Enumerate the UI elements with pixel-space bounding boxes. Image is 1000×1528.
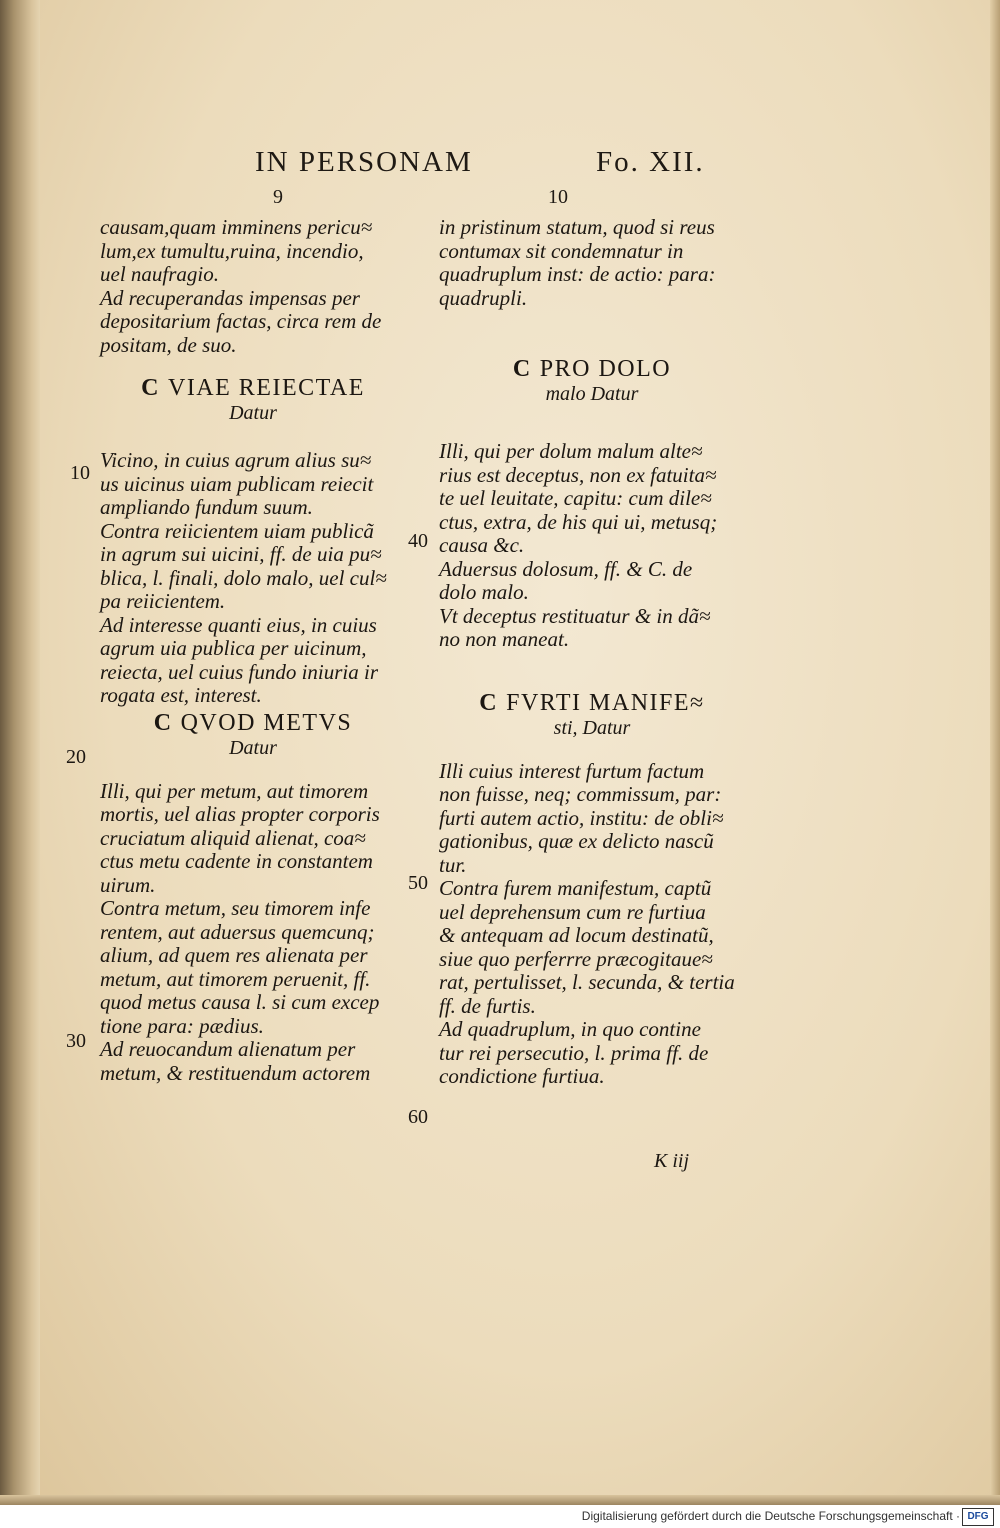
- text-line: causam,quam imminens pericu≈: [100, 215, 373, 239]
- rubric-heading: [100, 375, 406, 401]
- pilcrow-icon: C: [479, 689, 499, 716]
- page-right-edge: [990, 0, 1000, 1505]
- text-line: agrum uia publica per uicinum,: [100, 636, 367, 660]
- text-line: Contra reiicientem uiam publicã: [100, 518, 374, 543]
- text-line: Ad recuperandas impensas per: [100, 285, 360, 310]
- rubric-title: FVRTI MANIFE≈: [506, 689, 705, 716]
- rubric-title: VIAE REIECTAE: [167, 375, 365, 401]
- left-passage-c: [100, 780, 406, 1086]
- text-line: uel naufragio.: [100, 262, 219, 286]
- text-line: Vt deceptus restituatur & in dã≈: [439, 603, 711, 628]
- right-passage-c: [439, 760, 745, 1089]
- text-line: Contra metum, seu timorem infe: [100, 896, 371, 920]
- text-line: reiecta, uel cuius fundo iniuria ir: [100, 659, 379, 684]
- right-passage-a: [439, 216, 745, 310]
- text-line: alium, ad quem res alienata per: [100, 943, 368, 967]
- text-line: furti autem actio, institu: de obli≈: [439, 805, 724, 830]
- text-line: & antequam ad locum destinatũ,: [439, 923, 714, 947]
- text-line: siue quo perferrre præcogitaue≈: [439, 946, 713, 971]
- text-line: dolo malo.: [439, 580, 529, 604]
- dfg-logo-icon: DFG: [962, 1508, 994, 1526]
- text-line: Ad quadruplum, in quo contine: [439, 1017, 701, 1041]
- rubric-heading: [439, 356, 745, 382]
- folio-number: Fo. XII.: [596, 146, 705, 178]
- line-number: 50: [408, 872, 428, 894]
- left-passage-a: [100, 216, 406, 357]
- text-line: rentem, aut aduersus quemcunq;: [100, 919, 375, 944]
- right-passage-b: [439, 440, 745, 652]
- text-line: condictione furtiua.: [439, 1064, 605, 1088]
- text-line: Aduersus dolosum, ff. & C. de: [439, 556, 693, 581]
- text-line: quod metus causa l. si cum excep: [100, 990, 380, 1014]
- text-line: te uel leuitate, capitu: cum dile≈: [439, 486, 712, 510]
- text-line: gationibus, quæ ex delicto nascũ: [439, 829, 714, 853]
- column-number-left: 9: [273, 186, 283, 208]
- text-line: mortis, uel alias propter corporis: [100, 802, 380, 826]
- pilcrow-icon: C: [512, 356, 532, 382]
- funding-credit: Digitalisierung gefördert durch die Deutsche Forschungsgemeinschaft ·: [581, 1509, 960, 1523]
- text-line: Illi, qui per dolum malum alte≈: [439, 439, 703, 463]
- text-line: tur.: [439, 852, 467, 877]
- text-line: ampliando fundum suum.: [100, 495, 313, 519]
- line-number: 40: [408, 530, 428, 552]
- text-line: rogata est, interest.: [100, 683, 262, 707]
- digitization-footer: [0, 1505, 1000, 1528]
- text-line: uel deprehensum cum re furtiua: [439, 899, 706, 924]
- text-line: Ad interesse quanti eius, in cuius: [100, 612, 377, 637]
- text-line: uirum.: [100, 872, 156, 897]
- left-passage-b: [100, 449, 406, 708]
- text-line: blica, l. finali, dolo malo, uel cul≈: [100, 565, 387, 590]
- text-line: Illi, qui per metum, aut timorem: [100, 778, 369, 803]
- rubric-heading: [439, 690, 745, 716]
- text-line: metum, aut timorem peruenit, ff.: [100, 966, 371, 991]
- text-line: non fuisse, neq; commissum, par:: [439, 782, 722, 806]
- text-line: pa reiicientem.: [100, 589, 226, 613]
- left-column: [100, 216, 406, 1085]
- text-line: Contra furem manifestum, captũ: [439, 876, 712, 900]
- rubric-subtitle: Datur: [229, 736, 277, 759]
- text-line: us uicinus uiam publicam reiecit: [100, 471, 374, 496]
- right-column: [439, 216, 745, 1089]
- pilcrow-icon: C: [153, 709, 173, 736]
- text-line: rius est deceptus, non ex fatuita≈: [439, 462, 717, 487]
- line-number: 30: [66, 1030, 86, 1052]
- column-number-right: 10: [548, 186, 568, 208]
- text-line: tione para: pædius.: [100, 1013, 264, 1038]
- text-line: lum,ex tumultu,ruina, incendio,: [100, 238, 364, 263]
- line-number: 20: [66, 746, 86, 768]
- rubric-subtitle: sti, Datur: [553, 716, 631, 739]
- text-line: cruciatum aliquid alienat, coa≈: [100, 825, 366, 850]
- pilcrow-icon: C: [141, 375, 160, 401]
- binding-gutter: [0, 0, 40, 1505]
- text-line: Ad reuocandum alienatum per: [100, 1037, 356, 1061]
- text-line: no non maneat.: [439, 627, 570, 651]
- text-line: contumax sit condemnatur in: [439, 238, 684, 263]
- text-line: tur rei persecutio, l. prima ff. de: [439, 1040, 709, 1065]
- text-line: ctus metu cadente in constantem: [100, 849, 373, 873]
- line-number: 60: [408, 1106, 428, 1128]
- text-line: depositarium factas, circa rem de: [100, 309, 382, 333]
- rubric-subtitle: malo Datur: [545, 383, 639, 405]
- line-number: 10: [70, 462, 90, 484]
- text-line: ff. de furtis.: [439, 993, 536, 1018]
- text-line: rat, pertulisset, l. secunda, & tertia: [439, 970, 735, 994]
- signature-mark: K iij: [654, 1150, 690, 1172]
- rubric-heading: [100, 710, 406, 736]
- text-line: Vicino, in cuius agrum alius su≈: [100, 448, 372, 472]
- text-line: in pristinum statum, quod si reus: [439, 215, 715, 239]
- text-line: metum, & restituendum actorem: [100, 1060, 371, 1085]
- rubric-title: PRO DOLO: [539, 356, 672, 382]
- text-line: quadruplum inst: de actio: para:: [439, 262, 716, 286]
- text-line: Illi cuius interest furtum factum: [439, 758, 705, 783]
- text-line: quadrupli.: [439, 285, 528, 310]
- text-line: in agrum sui uicini, ff. de uia pu≈: [100, 542, 382, 566]
- page-bottom-edge: [0, 1495, 1000, 1505]
- text-line: ctus, extra, de his qui ui, metusq;: [439, 509, 718, 534]
- rubric-title: QVOD METVS: [180, 709, 353, 736]
- rubric-subtitle: Datur: [229, 402, 277, 424]
- text-line: positam, de suo.: [100, 332, 237, 357]
- text-line: causa &c.: [439, 533, 525, 557]
- running-title: IN PERSONAM: [255, 146, 473, 178]
